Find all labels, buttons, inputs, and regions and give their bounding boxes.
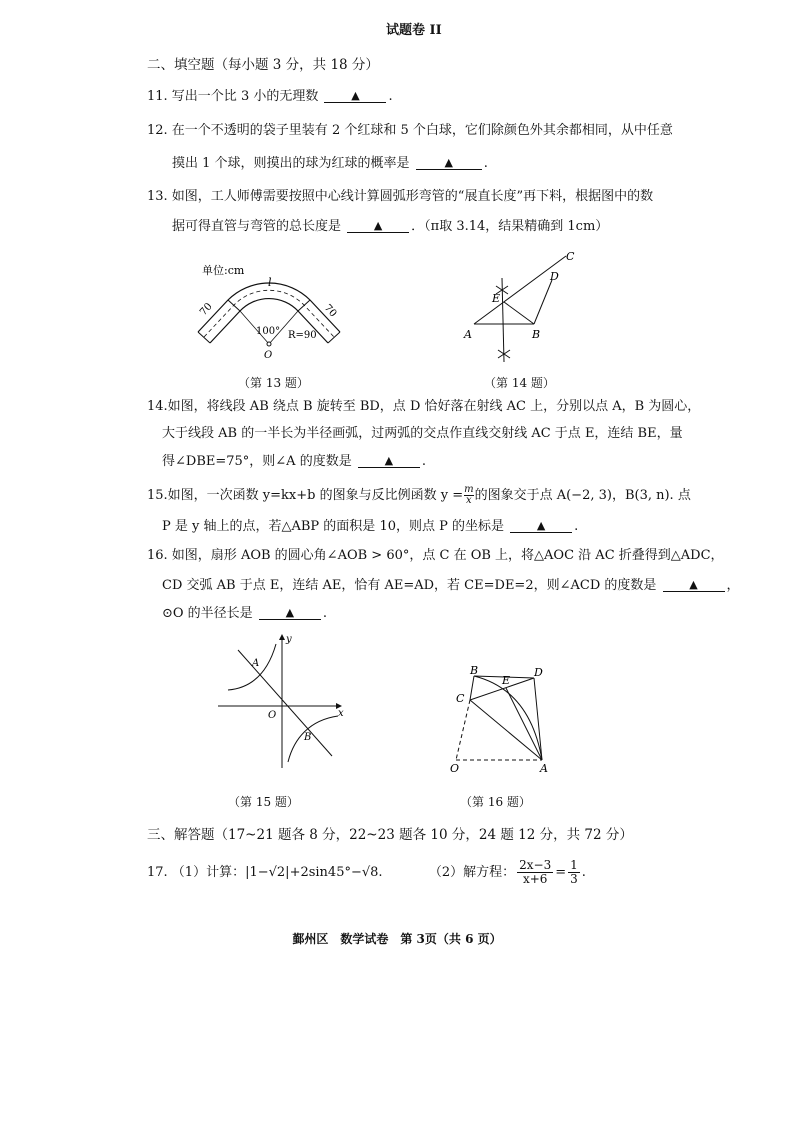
section-3-heading: 三、解答题（17~21 题各 8 分，22~23 题各 10 分，24 题 12 分，共 72 分） (147, 827, 633, 843)
fig15-point-b-label: B (304, 732, 312, 743)
fig13-center-point (267, 342, 271, 346)
fig15-origin-label: O (268, 710, 277, 721)
question-16-line2 (162, 577, 740, 595)
fig16-label-a: A (540, 762, 548, 775)
fig14-label-e: E (492, 292, 501, 305)
question-15-line1 (147, 484, 691, 508)
fig14-segment-bd (534, 280, 552, 324)
q15-text-b: 的图象交于点 A(−2, 3)，B(3, n). 点 (474, 488, 691, 503)
section-2-heading: 二、填空题（每小题 3 分，共 18 分） (147, 57, 379, 73)
answer-marker: ▲ (373, 219, 383, 232)
q11-text: 11. 写出一个比 3 小的无理数 (147, 89, 319, 104)
fig16-segment-ea (506, 688, 542, 760)
fig15-y-label: y (286, 634, 292, 645)
fig14-label-c: C (566, 250, 575, 263)
fig16-label-o: O (450, 762, 460, 775)
fig13-end-right (328, 332, 340, 343)
fig16-label-e: E (502, 674, 511, 687)
question-17 (147, 858, 586, 888)
fig13-left-length: 70 (198, 301, 215, 319)
q14-text: 得∠DBE=75°，则∠A 的度数是 (162, 454, 352, 469)
fig14-segment-be (504, 302, 534, 324)
answer-marker: ▲ (285, 606, 295, 619)
q17-lhs-den: x+6 (522, 872, 548, 886)
fig15-caption: （第 15 题） (228, 795, 299, 809)
figure-14 (462, 250, 592, 370)
fig13-caption: （第 13 题） (238, 376, 309, 390)
q17-equals: = (555, 865, 567, 880)
q16-answer-blank-2 (259, 605, 321, 620)
fig16-label-c: C (456, 692, 465, 705)
fig16-segment-ca (470, 700, 542, 760)
answer-marker: ▲ (444, 156, 453, 169)
question-14-line1: 14.如图，将线段 AB 绕点 B 旋转至 BD，点 D 恰好落在射线 AC 上，分别以点 A，B 为圆心， (147, 399, 701, 414)
q16-text: CD 交弧 AB 于点 E，连结 AE，恰有 AE=AD，若 CE=DE=2，则∠ACD 的度数是 (162, 578, 657, 593)
fig14-label-a: A (464, 328, 472, 341)
figure-16 (448, 660, 578, 780)
page-footer: 鄞州区 数学试卷 第 3页（共 6 页） (292, 932, 502, 946)
fig13-outer-outline (198, 283, 340, 332)
q17-lhs-fraction (517, 859, 553, 886)
fig16-label-d: D (534, 666, 543, 679)
fig15-hyperbola-branch-4 (288, 716, 338, 762)
q14-end: . (421, 454, 426, 469)
q11-end: . (388, 89, 393, 104)
fig15-point-a-label: A (252, 658, 260, 669)
q16-end: . (322, 606, 327, 621)
answer-marker: ▲ (351, 89, 360, 102)
q17-rhs-den: 3 (570, 872, 578, 886)
q11-answer-blank (324, 88, 386, 103)
fig15-y-arrow (279, 634, 285, 640)
q15-text-a: 15.如图，一次函数 y=kx+b 的图象与反比例函数 y = (147, 488, 464, 503)
q16-text-3: ⊙O 的半径长是 (162, 606, 253, 621)
fig16-arc-ab (474, 676, 542, 760)
fig16-segment-da (534, 678, 542, 760)
question-12-line1: 12. 在一个不透明的袋子里装有 2 个红球和 5 个白球，它们除颜色外其余都相同，从中任意 (147, 123, 673, 138)
fig15-x-label: x (338, 708, 344, 719)
answer-marker: ▲ (384, 454, 394, 467)
q15-fraction (464, 485, 473, 506)
figure-13 (190, 256, 370, 366)
q15-frac-den: x (466, 495, 472, 506)
fig13-angle-label: 100° (256, 326, 281, 337)
q17-expr-abs: |1−√2| (245, 865, 290, 880)
q17-lhs-num: 2x−3 (519, 858, 552, 872)
question-12-line2 (172, 155, 488, 173)
fig13-center-label: O (264, 350, 273, 361)
q17-rhs-num: 1 (570, 858, 578, 872)
q15-end: . (574, 519, 579, 534)
q17-prefix: 17. （1）计算： (147, 865, 246, 880)
fig13-end-left (198, 332, 210, 343)
q17-end: . (581, 865, 586, 880)
q17-part2-label: （2）解方程： (428, 865, 516, 880)
question-15-line2 (162, 518, 578, 536)
q16-comma: ， (726, 578, 740, 593)
fig16-caption: （第 16 题） (460, 795, 531, 809)
question-14-line3 (162, 453, 426, 471)
fig16-label-b: B (470, 664, 479, 677)
q16-answer-blank-1 (663, 577, 725, 592)
question-13-line1: 13. 如图，工人师傅需要按照中心线计算圆弧形弯管的“展直长度”再下料，根据图中的数 (147, 189, 654, 204)
q12-text: 摸出 1 个球，则摸出的球为红球的概率是 (172, 156, 410, 171)
question-16-line3 (162, 605, 327, 623)
answer-marker: ▲ (689, 578, 698, 591)
fig13-unit-label: 单位:cm (202, 264, 245, 277)
fig14-label-b: B (532, 328, 541, 341)
q15-answer-blank (510, 518, 572, 533)
q13-answer-blank (347, 218, 409, 233)
page-header: 试题卷 II (386, 23, 442, 38)
fig14-caption: （第 14 题） (484, 376, 555, 390)
fig16-segment-oc (456, 700, 470, 760)
fig13-right-length: 70 (321, 302, 339, 320)
question-13-line2 (172, 218, 608, 236)
fig16-segment-bc (470, 676, 474, 700)
q15-text: P 是 y 轴上的点，若△ABP 的面积是 10，则点 P 的坐标是 (162, 519, 504, 534)
question-11 (147, 88, 393, 106)
q15-frac-num: m (464, 484, 474, 495)
q17-expr-end: . (378, 865, 383, 880)
q14-answer-blank (358, 453, 420, 468)
q12-answer-blank (416, 155, 482, 170)
fig13-arc-label: l (268, 276, 272, 289)
q13-text-end: ．（π取 3.14，结果精确到 1cm） (411, 219, 609, 234)
q17-rhs-fraction (568, 859, 580, 886)
q12-end: . (483, 156, 488, 171)
fig13-radius-label: R=90 (288, 330, 317, 341)
answer-marker: ▲ (536, 519, 546, 532)
fig14-label-d: D (550, 270, 559, 283)
question-14-line2: 大于线段 AB 的一半长为半径画弧，过两弧的交点作直线交射线 AC 于点 E，连结 BE，量 (162, 426, 683, 441)
question-16-line1: 16. 如图，扇形 AOB 的圆心角∠AOB > 60°，点 C 在 OB 上，将△AOC 沿 AC 折叠得到△ADC， (147, 548, 724, 563)
q13-text: 据可得直管与弯管的总长度是 (172, 219, 342, 234)
figure-15 (210, 632, 350, 772)
q17-expr-rest: +2sin45°−√8 (289, 865, 379, 880)
